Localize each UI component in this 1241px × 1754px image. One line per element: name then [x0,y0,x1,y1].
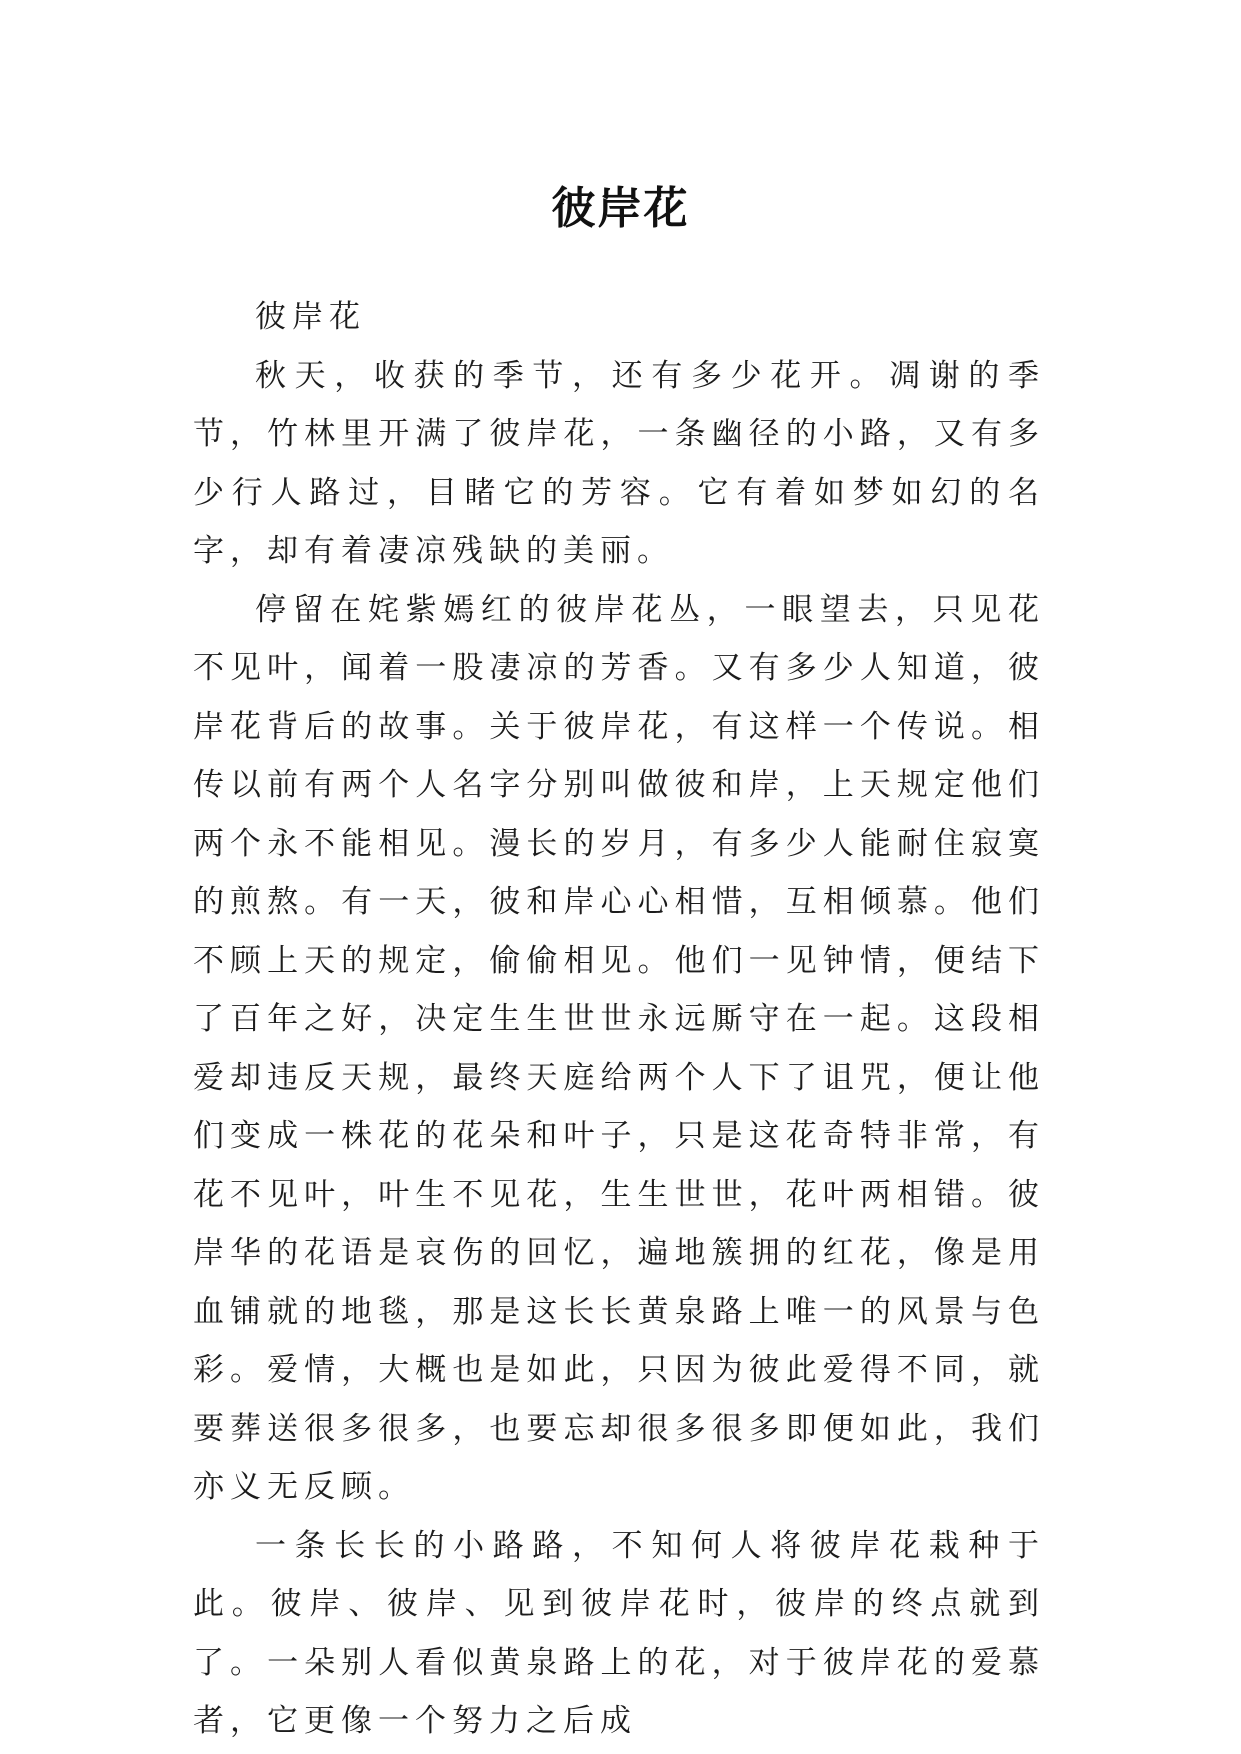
document-body [193,288,1045,1751]
page-title: 彼岸花 [551,183,690,235]
paragraph-3: 一条长长的小路路，不知何人将彼岸花栽种于此。彼岸、彼岸、见到彼岸花时，彼岸的终点就到了。一朵别人看似黄泉路上的花，对于彼岸花的爱慕者，它更像一个努力之后成 [193,1527,1045,1739]
paragraph-1: 秋天，收获的季节，还有多少花开。凋谢的季节，竹林里开满了彼岸花，一条幽径的小路，又有多少行人路过，目睹它的芳容。它有着如梦如幻的名字，却有着凄凉残缺的美丽。 [193,357,1045,569]
paragraph-2: 停留在姹紫嫣红的彼岸花丛，一眼望去，只见花不见叶，闻着一股凄凉的芳香。又有多少人知道，彼岸花背后的故事。关于彼岸花，有这样一个传说。相传以前有两个人名字分别叫做彼和岸，上天规定他们两个永不能相见。漫长的岁月，有多少人能耐住寂寞的煎熬。有一天，彼和岸心心相惜，互相倾慕。他们不顾上天的规定，偷偷相见。他们一见钟情，便结下了百年之好，决定生生世世永远厮守在一起。这段相爱却违反天规，最终天庭给两个人下了诅咒，便让他们变成一株花的花朵和叶子，只是这花奇特非常，有花不见叶，叶生不见花，生生世世，花叶两相错。彼岸华的花语是哀伤的回忆，遍地簇拥的红花，像是用血铺就的地毯，那是这长长黄泉路上唯一的风景与色彩。爱情，大概也是如此，只因为彼此爱得不同，就要葬送很多很多，也要忘却很多很多即便如此，我们亦义无反顾。 [193,591,1045,1505]
paragraph-subtitle: 彼岸花 [255,299,366,335]
